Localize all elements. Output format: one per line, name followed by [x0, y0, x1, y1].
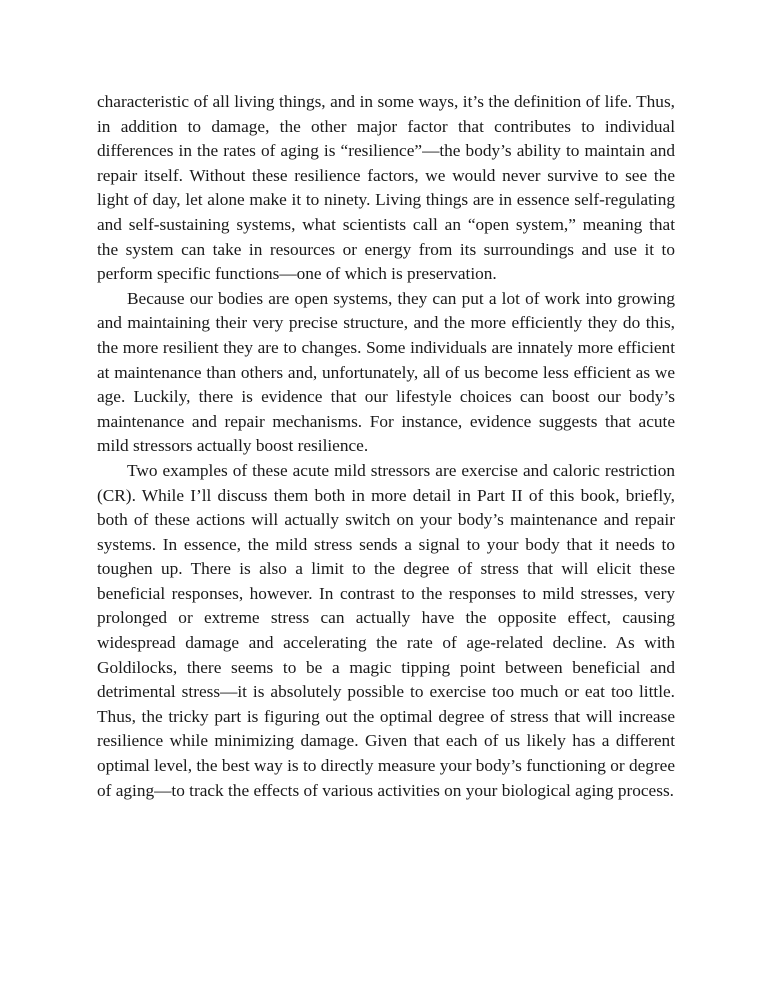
paragraph-continuation: characteristic of all living things, and in some ways, it’s the definition of life. Thus, in addition to damage, the other major factor that contributes to individual differences in the rates of aging is “resilience”—the body’s ability to maintain and repair itself. Without these resilience factors, we would never survive to see the light of day, let alone make it to ninety. Living things are in essence self-regulating and self-sustaining systems, what scientists call an “open system,” meaning that the system can take in resources or energy from its surroundings and use it to perform specific functions—one of which is preservation.: [97, 92, 675, 284]
paragraph-open-systems: Because our bodies are open systems, they can put a lot of work into growing and maintaining their very precise structure, and the more efficiently they do this, the more resilient they are to changes. Some individuals are innately more efficient at maintenance than others and, unfortunately, all of us become less efficient as we age. Luckily, there is evidence that our lifestyle choices can boost our body’s maintenance and repair mechanisms. For instance, evidence suggests that acute mild stressors actually boost resilience.: [97, 288, 675, 456]
paragraph-mild-stressors: Two examples of these acute mild stressors are exercise and caloric restriction (CR). While I’ll discuss them both in more detail in Part II of this book, briefly, both of these actions will actually switch on your body’s maintenance and repair systems. In essence, the mild stress sends a signal to your body that it needs to toughen up. There is also a limit to the degree of stress that will elicit these beneficial responses, however. In contrast to the responses to mild stresses, very prolonged or extreme stress can actually have the opposite effect, causing widespread damage and accelerating the rate of age-related decline. As with Goldilocks, there seems to be a magic tipping point between beneficial and detrimental stress—it is absolutely possible to exercise too much or eat too little. Thus, the tricky part is figuring out the optimal degree of stress that will increase resilience while minimizing damage. Given that each of us likely has a different optimal level, the best way is to directly measure your body’s functioning or degree of aging—to track the effects of various activities on your biological aging process.: [97, 460, 675, 800]
page-body-text: [97, 90, 675, 803]
